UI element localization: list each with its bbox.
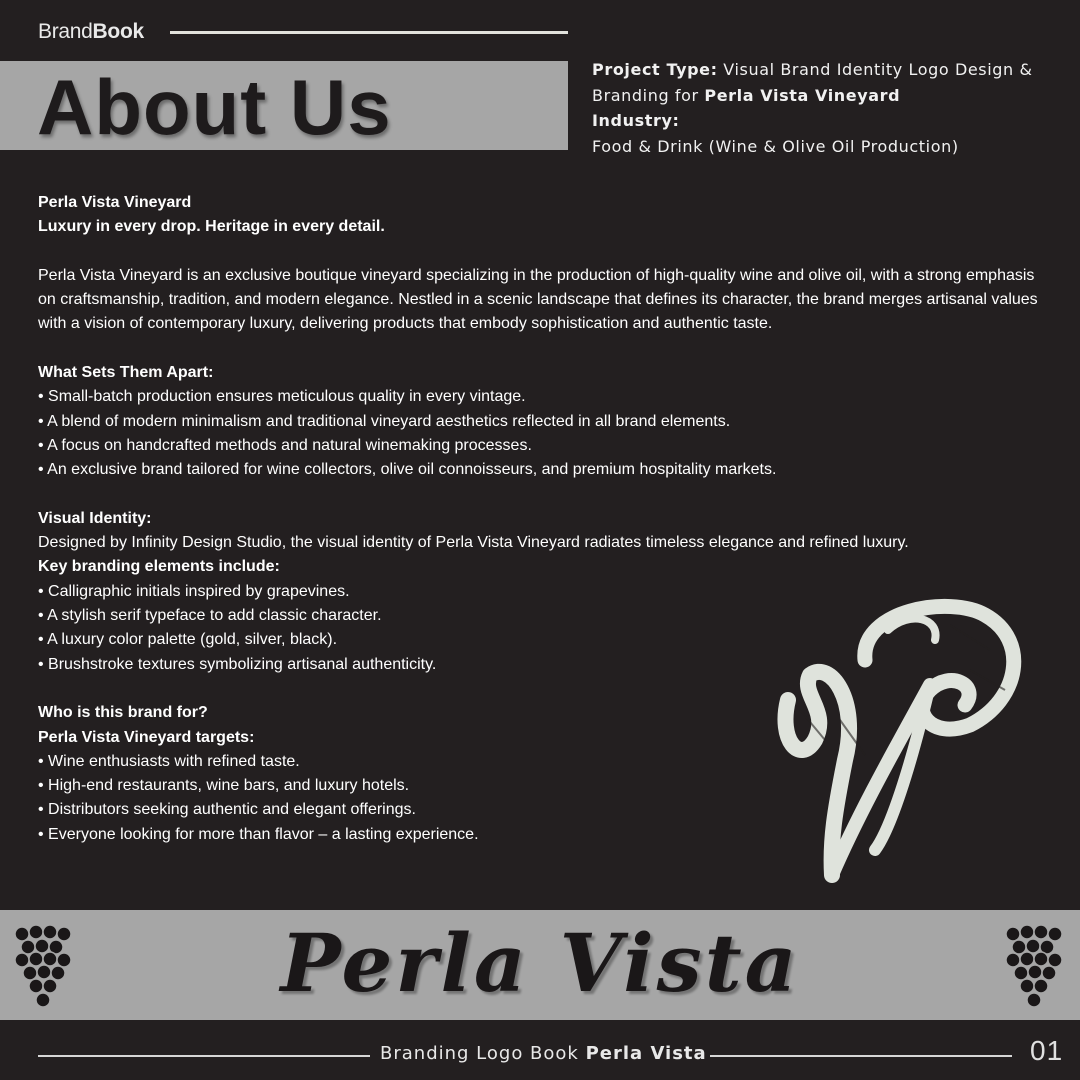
footer-rule-left [38,1055,370,1057]
list-item: • Brushstroke textures symbolizing artisanal authenticity. [38,655,437,673]
list-item: • An exclusive brand tailored for wine collectors, olive oil connoisseurs, and premium hospitality markets. [38,461,777,479]
list-item: • Small-batch production ensures meticulous quality in every vintage. [38,388,526,406]
list-item: • Everyone looking for more than flavor – a lasting experience. [38,825,479,843]
audience-heading: Who is this brand for? [38,704,208,722]
brandbook-bold: Book [92,20,144,43]
footer-title: Branding Logo Book Perla Vista [380,1043,707,1064]
tagline: Luxury in every drop. Heritage in every detail. [38,218,385,236]
brand-name: Perla Vista Vineyard [38,194,192,211]
grape-cluster-icon [1003,922,1067,1010]
audience-subheading: Perla Vista Vineyard targets: [38,728,255,746]
list-item: • Wine enthusiasts with refined taste. [38,752,300,770]
industry-label: Industry: [592,111,680,130]
footer-rule-right [710,1055,1012,1057]
project-type [592,57,1062,108]
list-item: • Distributors seeking authentic and elegant offerings. [38,801,416,819]
identity-subheading: Key branding elements include: [38,558,280,576]
apart-heading: What Sets Them Apart: [38,364,214,382]
list-item: • Calligraphic initials inspired by grapevines. [38,582,350,600]
project-type-value: Visual Brand Identity Logo Design & Branding for [592,60,1033,105]
wordmark-logo: Perla Vista [280,916,800,1010]
brandbook-label [38,20,144,44]
project-info [592,57,1062,159]
intro-paragraph: Perla Vista Vineyard is an exclusive boutique vineyard specializing in the production of high-quality wine and olive oil, with a strong emphasis on craftsmanship, tradition, and modern elegance. Nestled in a scenic landscape that defines its character, the brand merges artisanal values with a vision of contemporary luxury, delivering products that embody sophistication and authentic taste. [38,266,1038,333]
list-item: • A focus on handcrafted methods and natural winemaking processes. [38,436,532,454]
identity-heading: Visual Identity: [38,509,152,527]
identity-description: Designed by Infinity Design Studio, the visual identity of Perla Vista Vineyard radiates timeless elegance and refined luxury. [38,534,909,552]
header-rule [170,31,568,34]
page-title: About Us [37,63,392,151]
brandbook-light: Brand [38,20,93,43]
list-item: • A blend of modern minimalism and traditional vineyard aesthetics reflected in all brand elements. [38,412,731,430]
list-item: • A stylish serif typeface to add classic character. [38,607,382,625]
vp-monogram-icon [770,590,1060,890]
project-type-label: Project Type: [592,60,718,79]
page-number: 01 [1030,1035,1064,1066]
list-item: • High-end restaurants, wine bars, and luxury hotels. [38,777,410,795]
industry-value: Food & Drink (Wine & Olive Oil Production) [592,136,959,156]
list-item: • A luxury color palette (gold, silver, black). [38,631,338,649]
project-client: Perla Vista Vineyard [704,85,901,105]
